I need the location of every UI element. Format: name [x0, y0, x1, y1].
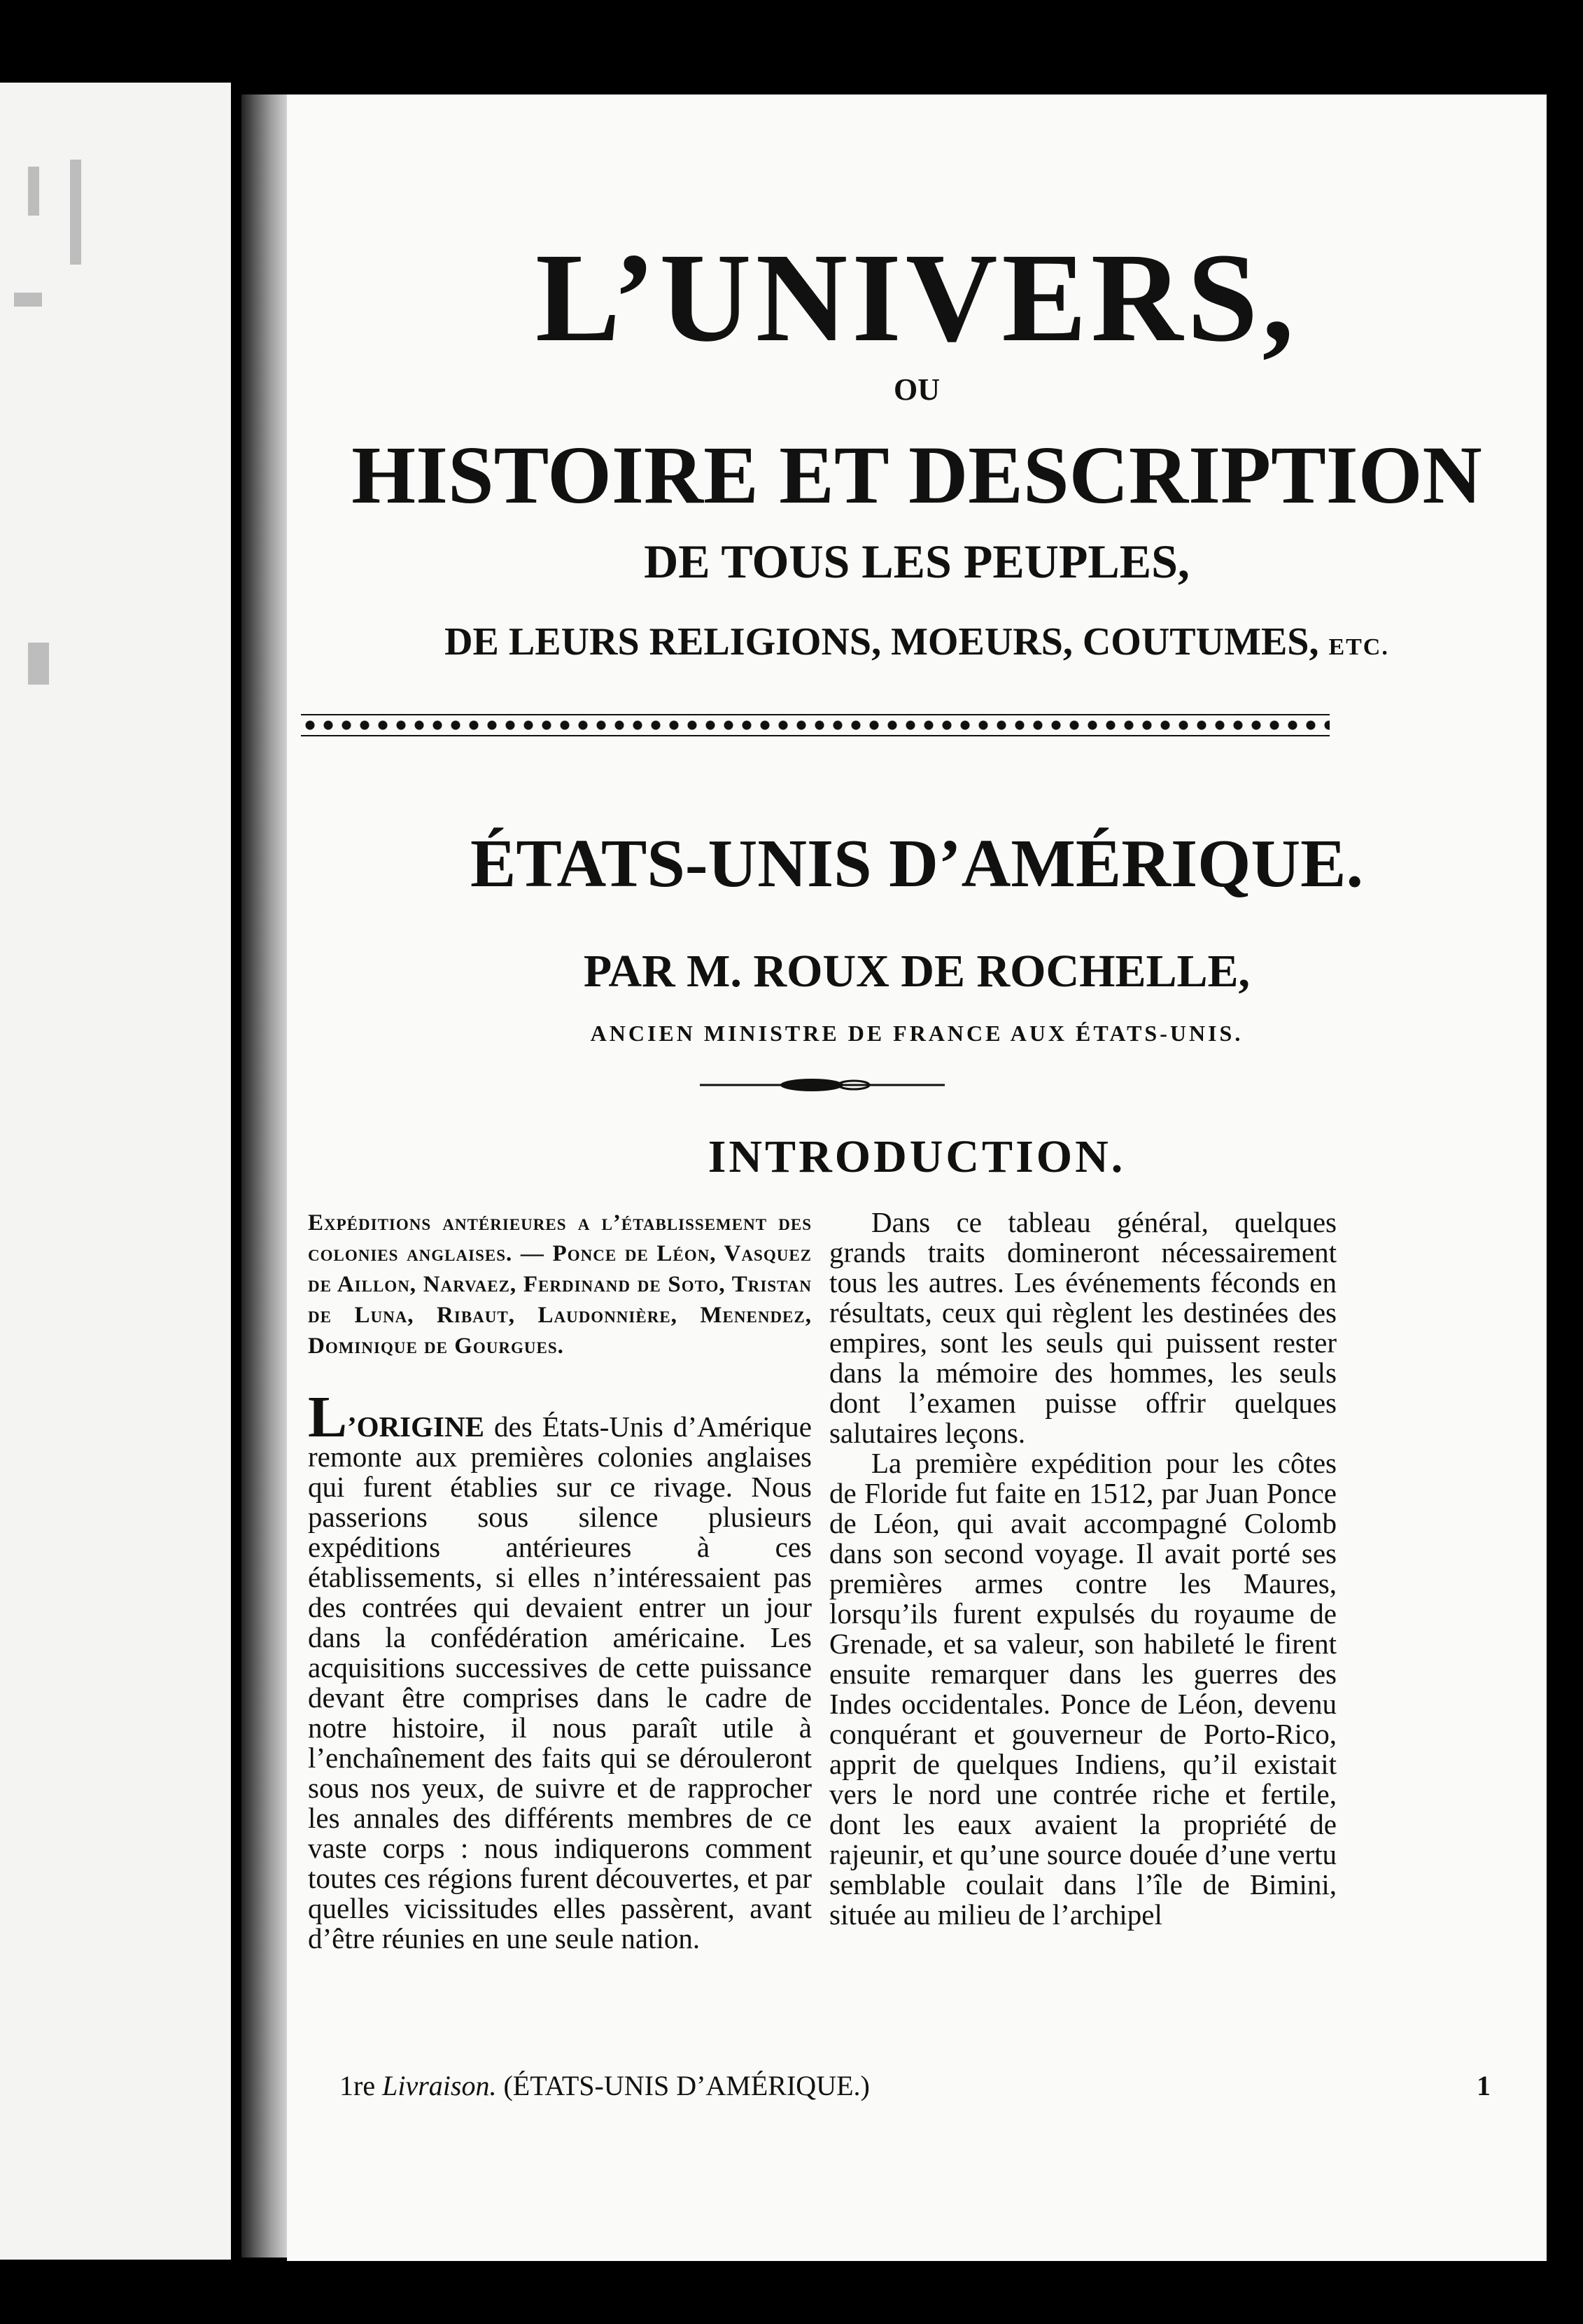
chapter-summary: Expéditions antérieures a l’établissement des colonies anglaises. — Ponce de Léon, Vasquez de Aillon, Narvaez, Ferdinand de Soto, Tristan de Luna, Ribaut, Laudonnière, Menendez, Dominique de Gourgues. — [308, 1210, 812, 1359]
title-conjunction: OU — [894, 372, 940, 407]
subtitle: HISTOIRE ET DESCRIPTION — [351, 429, 1482, 521]
signature-number: 1re — [339, 2070, 376, 2101]
ink-mark — [28, 167, 39, 216]
left-column — [308, 1208, 812, 1954]
author-role: ANCIEN MINISTRE DE FRANCE AUX ÉTATS-UNIS. — [590, 1021, 1244, 1046]
binding-shadow — [241, 94, 289, 2258]
right-paragraph-2: La première expédition pour les côtes de Floride fut faite en 1512, par Juan Ponce de Léon, qui avait accompagné Colomb dans son second voyage. Il avait porté ses premières armes contre les Maures, lorsqu’ils furent expulsés du royaume de Grenade, et sa valeur, son habileté le firent ensuite remarquer dans les guerres des Indes occidentales. Ponce de Léon, devenu conquérant et gouverneur de Porto-Rico, apprit de quelques Indiens, qu’il existait vers le nord une contrée riche et fertile, dont les eaux avaient la propriété de rajeunir, et qu’une source douée d’une vertu semblable coulait dans l’île de Bimini, située au milieu de l’archipel — [829, 1447, 1337, 1931]
right-column — [829, 1208, 1337, 1930]
left-paragraph — [308, 1385, 812, 1954]
main-title: L’UNIVERS, — [535, 227, 1298, 368]
author-line: PAR M. ROUX DE ROCHELLE, — [583, 946, 1251, 997]
section-title: ÉTATS-UNIS D’AMÉRIQUE. — [470, 826, 1363, 902]
book-page — [287, 94, 1547, 2261]
drop-cap: L — [308, 1385, 348, 1450]
subtitle-line-3-text: DE LEURS RELIGIONS, MOEURS, COUTUMES, — [444, 620, 1319, 664]
signature-title: (ÉTATS-UNIS D’AMÉRIQUE.) — [503, 2070, 870, 2101]
left-paragraph-text: des États-Unis d’Amérique remonte aux premières colonies anglaises qui furent établies sur ce rivage. Nous passerions sous silence plusieurs expéditions antérieures à ces établissements, si elles n’intéressaient pas des contrées qui devaient entrer un jour dans la confédération américaine. Les acquisitions successives de cette puissance devant être comprises dans le cadre de notre histoire, il nous paraît utile à l’enchaînement des faits qui se dérouleront sous nos yeux, de suivre et de rapprocher les annales des différents membres de ce vaste corps : nous indiquerons comment toutes ces régions furent découvertes, et par quelles vicissitudes elles passèrent, avant d’être réunies en une seule nation. — [308, 1410, 812, 1954]
signature-word: Livraison. — [382, 2070, 497, 2101]
adjacent-page-fragment — [0, 83, 231, 2260]
page-number: 1 — [1477, 2070, 1491, 2101]
ink-mark — [70, 160, 81, 265]
lead-word: ’ORIGINE — [347, 1410, 484, 1443]
right-paragraph-1: Dans ce tableau général, quelques grands traits domineront nécessairement tous les autres. Les événements féconds en résultats, ceux qui règlent les destinées des empires, sont les seuls qui puissent rester dans la mémoire des hommes, les seuls dont l’examen puisse offrir quelques salutaires leçons. — [829, 1206, 1337, 1449]
printer-signature — [339, 2072, 870, 2100]
subtitle-line-3 — [287, 622, 1547, 662]
subtitle-line-2: DE TOUS LES PEUPLES, — [644, 535, 1190, 588]
subtitle-etc: ETC. — [1328, 634, 1389, 660]
ornamental-rule — [700, 1071, 945, 1099]
introduction-heading: INTRODUCTION. — [708, 1131, 1126, 1182]
dotted-rule — [301, 714, 1330, 736]
ink-mark — [28, 643, 49, 685]
ink-mark — [14, 293, 42, 307]
